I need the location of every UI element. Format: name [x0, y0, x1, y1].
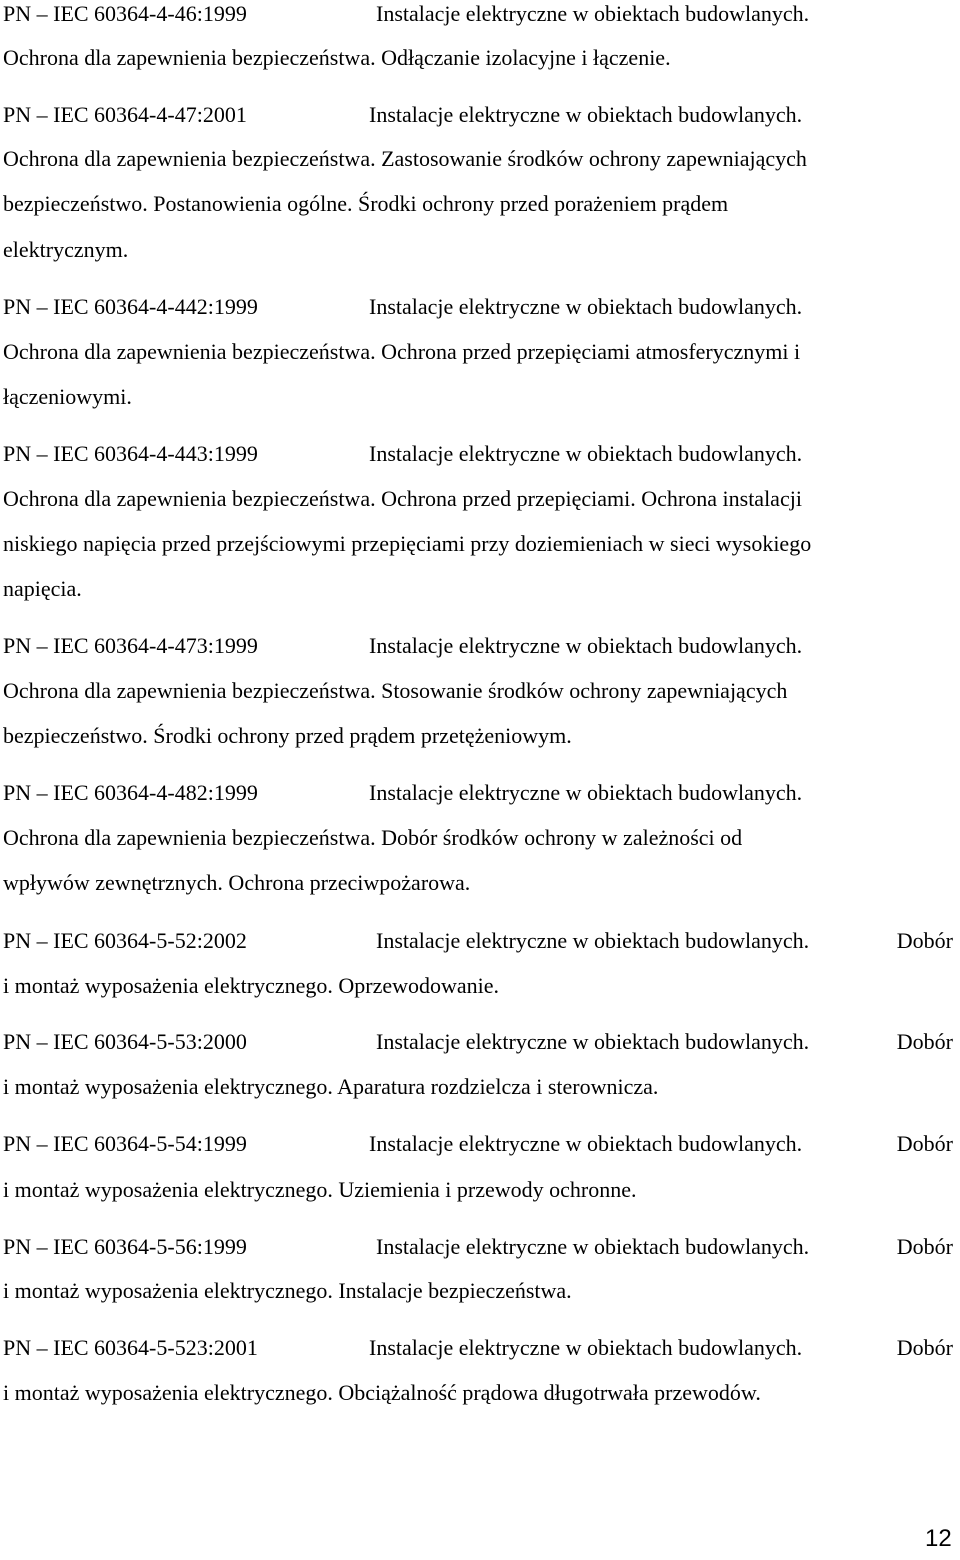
standard-title-tail: Dobór: [896, 928, 953, 953]
standard-entry-heading: [3, 102, 953, 128]
standard-code: PN – IEC 60364-5-53:2000: [3, 1029, 247, 1054]
standard-entry-heading: [3, 1234, 953, 1260]
standard-code: PN – IEC 60364-5-56:1999: [3, 1234, 247, 1259]
standard-title: Instalacje elektryczne w obiektach budowlanych.: [369, 1131, 803, 1156]
standard-description-line: elektrycznym.: [3, 237, 129, 262]
standard-title: Instalacje elektryczne w obiektach budowlanych.: [369, 102, 803, 127]
standard-description-line: Ochrona dla zapewnienia bezpieczeństwa. Ochrona przed przepięciami. Ochrona instalacji: [3, 486, 802, 511]
standard-title: Instalacje elektryczne w obiektach budowlanych.: [376, 1234, 810, 1259]
standard-description-line: Ochrona dla zapewnienia bezpieczeństwa. Stosowanie środków ochrony zapewniających: [3, 678, 788, 703]
standard-title: Instalacje elektryczne w obiektach budowlanych.: [369, 633, 803, 658]
standard-code: PN – IEC 60364-4-47:2001: [3, 102, 247, 127]
standard-description-line: wpływów zewnętrznych. Ochrona przeciwpożarowa.: [3, 870, 471, 895]
standard-entry-heading: [3, 780, 953, 806]
standard-entry-heading: [3, 1029, 953, 1055]
standard-description-line: i montaż wyposażenia elektrycznego. Obciążalność prądowa długotrwała przewodów.: [3, 1380, 761, 1405]
standard-code: PN – IEC 60364-5-54:1999: [3, 1131, 247, 1156]
standard-code: PN – IEC 60364-4-442:1999: [3, 294, 258, 319]
standard-title: Instalacje elektryczne w obiektach budowlanych.: [376, 1, 810, 26]
standard-entry-heading: [3, 441, 953, 467]
standard-description-line: Ochrona dla zapewnienia bezpieczeństwa. Dobór środków ochrony w zależności od: [3, 825, 743, 850]
standard-code: PN – IEC 60364-4-46:1999: [3, 1, 247, 26]
standard-description-line: Ochrona dla zapewnienia bezpieczeństwa. Ochrona przed przepięciami atmosferycznymi i: [3, 339, 801, 364]
standard-title-tail: Dobór: [896, 1131, 953, 1156]
standard-title-tail: Dobór: [896, 1234, 953, 1259]
standard-description-line: łączeniowymi.: [3, 384, 132, 409]
standard-entry-heading: [3, 633, 953, 659]
standard-description-line: i montaż wyposażenia elektrycznego. Oprzewodowanie.: [3, 973, 500, 998]
standard-title: Instalacje elektryczne w obiektach budowlanych.: [369, 780, 803, 805]
standard-code: PN – IEC 60364-5-523:2001: [3, 1335, 258, 1360]
standard-description-line: i montaż wyposażenia elektrycznego. Instalacje bezpieczeństwa.: [3, 1278, 572, 1303]
standard-description-line: Ochrona dla zapewnienia bezpieczeństwa. Odłączanie izolacyjne i łączenie.: [3, 45, 671, 70]
standard-code: PN – IEC 60364-4-482:1999: [3, 780, 258, 805]
standard-description-line: napięcia.: [3, 576, 82, 601]
standard-description-line: i montaż wyposażenia elektrycznego. Uziemienia i przewody ochronne.: [3, 1177, 637, 1202]
page-number: 12: [925, 1525, 952, 1552]
standard-description-line: i montaż wyposażenia elektrycznego. Aparatura rozdzielcza i sterownicza.: [3, 1074, 659, 1099]
standard-entry-heading: [3, 1131, 953, 1157]
standard-entry-heading: [3, 1, 953, 27]
standard-title: Instalacje elektryczne w obiektach budowlanych.: [369, 441, 803, 466]
standard-title-tail: Dobór: [896, 1029, 953, 1054]
standard-title: Instalacje elektryczne w obiektach budowlanych.: [376, 1029, 810, 1054]
standard-entry-heading: [3, 1335, 953, 1361]
standard-entry-heading: [3, 928, 953, 954]
standard-code: PN – IEC 60364-4-443:1999: [3, 441, 258, 466]
standard-description-line: Ochrona dla zapewnienia bezpieczeństwa. Zastosowanie środków ochrony zapewniających: [3, 146, 807, 171]
standard-description-line: bezpieczeństwo. Środki ochrony przed prądem przetężeniowym.: [3, 723, 572, 748]
standard-title: Instalacje elektryczne w obiektach budowlanych.: [369, 1335, 803, 1360]
standard-title: Instalacje elektryczne w obiektach budowlanych.: [376, 928, 810, 953]
standard-description-line: bezpieczeństwo. Postanowienia ogólne. Środki ochrony przed porażeniem prądem: [3, 191, 729, 216]
standard-title: Instalacje elektryczne w obiektach budowlanych.: [369, 294, 803, 319]
standard-code: PN – IEC 60364-4-473:1999: [3, 633, 258, 658]
standard-title-tail: Dobór: [896, 1335, 953, 1360]
standard-code: PN – IEC 60364-5-52:2002: [3, 928, 247, 953]
standard-entry-heading: [3, 294, 953, 320]
standard-description-line: niskiego napięcia przed przejściowymi przepięciami przy doziemieniach w sieci wysokiego: [3, 531, 812, 556]
